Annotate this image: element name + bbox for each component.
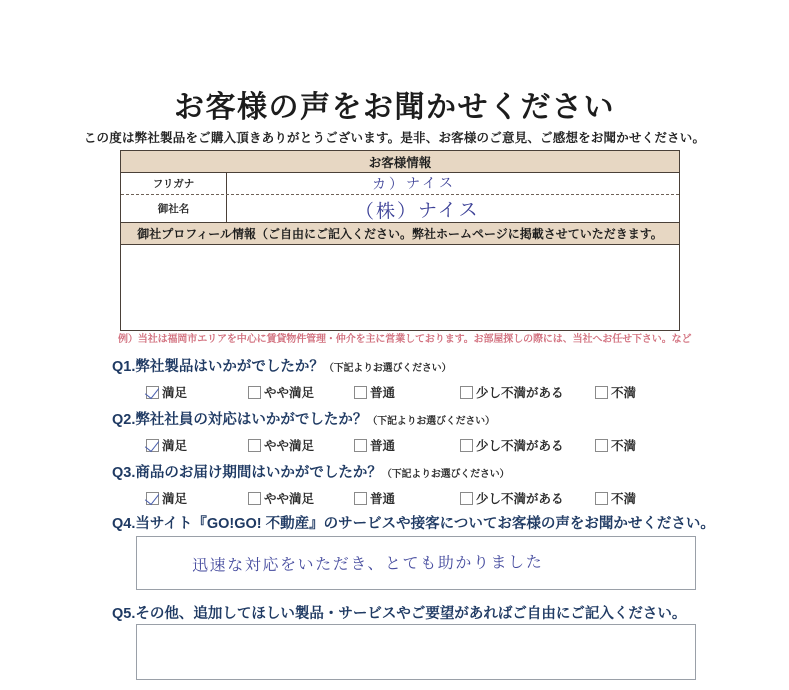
company-name-handwritten-value: （株）ナイス bbox=[354, 198, 480, 224]
question-hint-q3: （下記よりお選びください） bbox=[381, 469, 510, 480]
checkbox-icon-q3-4[interactable] bbox=[595, 492, 608, 505]
question-number-q3: Q3. bbox=[112, 465, 136, 481]
checkbox-icon-q1-2[interactable] bbox=[354, 386, 367, 399]
question-title-q4 bbox=[112, 512, 715, 533]
choices-q1 bbox=[112, 383, 712, 405]
choice-q2-0[interactable] bbox=[146, 436, 187, 454]
question-number-q1: Q1. bbox=[112, 359, 136, 375]
checkbox-icon-q3-2[interactable] bbox=[354, 492, 367, 505]
question-block-q1 bbox=[112, 355, 712, 405]
checkbox-icon-q2-0[interactable] bbox=[146, 439, 159, 452]
choices-q2 bbox=[112, 436, 712, 458]
question-number-q2: Q2. bbox=[112, 412, 136, 428]
question-block-q3 bbox=[112, 461, 712, 511]
choice-q1-4[interactable] bbox=[595, 383, 636, 401]
checkbox-icon-q3-3[interactable] bbox=[460, 492, 473, 505]
choice-q3-1[interactable] bbox=[248, 489, 314, 507]
question-block-q5 bbox=[112, 602, 712, 623]
page-subtitle: この度は弊社製品をご購入頂きありがとうございます。是非、お客様のご意見、ご感想をお聞かせください。 bbox=[83, 131, 706, 145]
company-name-field[interactable] bbox=[227, 195, 679, 222]
question-hint-q2: （下記よりお選びください） bbox=[367, 416, 495, 427]
choice-q3-4[interactable] bbox=[595, 489, 636, 507]
choice-q3-3[interactable] bbox=[460, 489, 564, 507]
answer-box-q5[interactable] bbox=[136, 624, 696, 680]
choice-label-q2-1: やや満足 bbox=[264, 439, 315, 453]
answer-handwritten-q4: 迅速な対応をいただき、とても助かりました bbox=[191, 552, 544, 575]
company-profile-heading: 御社プロフィール情報（ご自由にご記入ください。弊社ホームページに掲載させていただきます。 bbox=[121, 223, 679, 245]
question-text-q1: 弊社製品はいかがでしたか？ bbox=[135, 359, 324, 375]
checkbox-icon-q1-1[interactable] bbox=[248, 386, 261, 399]
question-title-q1 bbox=[112, 355, 712, 376]
choice-q1-0[interactable] bbox=[146, 383, 187, 401]
choice-label-q3-2: 普通 bbox=[370, 492, 396, 506]
choice-label-q1-1: やや満足 bbox=[264, 386, 315, 400]
checkbox-icon-q1-0[interactable] bbox=[146, 386, 159, 399]
question-title-q2 bbox=[112, 408, 712, 429]
company-name-label: 御社名 bbox=[121, 195, 227, 222]
furigana-handwritten-value: カ）ナイス bbox=[371, 175, 457, 193]
choice-q2-2[interactable] bbox=[354, 436, 395, 454]
checkbox-icon-q2-4[interactable] bbox=[595, 439, 608, 452]
question-text-q5: その他、追加してほしい製品・サービスやご要望があればご自由にご記入ください。 bbox=[135, 606, 687, 622]
choice-label-q2-4: 不満 bbox=[611, 439, 637, 453]
furigana-label: フリガナ bbox=[121, 173, 227, 194]
question-hint-q1: （下記よりお選びください） bbox=[323, 363, 452, 374]
choices-q3 bbox=[112, 489, 712, 511]
customer-info-table bbox=[120, 150, 680, 331]
choice-label-q3-3: 少し不満がある bbox=[476, 492, 564, 506]
checkbox-icon-q1-4[interactable] bbox=[595, 386, 608, 399]
question-title-q5 bbox=[112, 602, 712, 623]
choice-label-q1-3: 少し不満がある bbox=[476, 386, 564, 400]
checkbox-icon-q2-1[interactable] bbox=[248, 439, 261, 452]
choice-q3-0[interactable] bbox=[146, 489, 187, 507]
question-number-q4: Q4. bbox=[112, 516, 136, 532]
question-block-q4 bbox=[112, 512, 715, 533]
table-row-furigana bbox=[121, 173, 679, 195]
choice-q1-3[interactable] bbox=[460, 383, 564, 401]
example-note: 例）当社は福岡市エリアを中心に賃貸物件管理・仲介を主に営業しております。お部屋探しの際には、当社へお任せ下さい。など bbox=[118, 334, 692, 345]
choice-label-q3-1: やや満足 bbox=[264, 492, 315, 506]
furigana-field[interactable] bbox=[227, 173, 679, 194]
checkbox-icon-q2-3[interactable] bbox=[460, 439, 473, 452]
checkbox-icon-q1-3[interactable] bbox=[460, 386, 473, 399]
choice-label-q3-4: 不満 bbox=[611, 492, 637, 506]
question-number-q5: Q5. bbox=[112, 606, 136, 622]
choice-label-q3-0: 満足 bbox=[162, 492, 188, 506]
company-profile-input-area[interactable] bbox=[121, 245, 679, 330]
question-title-q3 bbox=[112, 461, 712, 482]
choice-label-q2-0: 満足 bbox=[162, 439, 188, 453]
choice-label-q1-4: 不満 bbox=[611, 386, 637, 400]
question-block-q2 bbox=[112, 408, 712, 458]
choice-label-q1-2: 普通 bbox=[370, 386, 396, 400]
checkbox-icon-q3-1[interactable] bbox=[248, 492, 261, 505]
checkbox-icon-q2-2[interactable] bbox=[354, 439, 367, 452]
question-text-q4: 当サイト『GO!GO! 不動産』のサービスや接客についてお客様の声をお聞かせください。 bbox=[135, 516, 715, 532]
choice-q2-3[interactable] bbox=[460, 436, 564, 454]
table-row-company-name bbox=[121, 195, 679, 223]
question-text-q2: 弊社社員の対応はいかがでしたか？ bbox=[135, 412, 368, 428]
page-title: お客様の声をお聞かせください bbox=[174, 91, 615, 124]
choice-label-q1-0: 満足 bbox=[162, 386, 188, 400]
choice-q2-4[interactable] bbox=[595, 436, 636, 454]
choice-q1-2[interactable] bbox=[354, 383, 395, 401]
checkbox-icon-q3-0[interactable] bbox=[146, 492, 159, 505]
choice-q2-1[interactable] bbox=[248, 436, 314, 454]
choice-label-q2-2: 普通 bbox=[370, 439, 396, 453]
choice-label-q2-3: 少し不満がある bbox=[476, 439, 564, 453]
question-text-q3: 商品のお届け期間はいかがでしたか？ bbox=[135, 465, 382, 481]
customer-info-heading: お客様情報 bbox=[121, 151, 679, 173]
answer-box-q4[interactable] bbox=[136, 536, 696, 590]
choice-q3-2[interactable] bbox=[354, 489, 395, 507]
choice-q1-1[interactable] bbox=[248, 383, 314, 401]
